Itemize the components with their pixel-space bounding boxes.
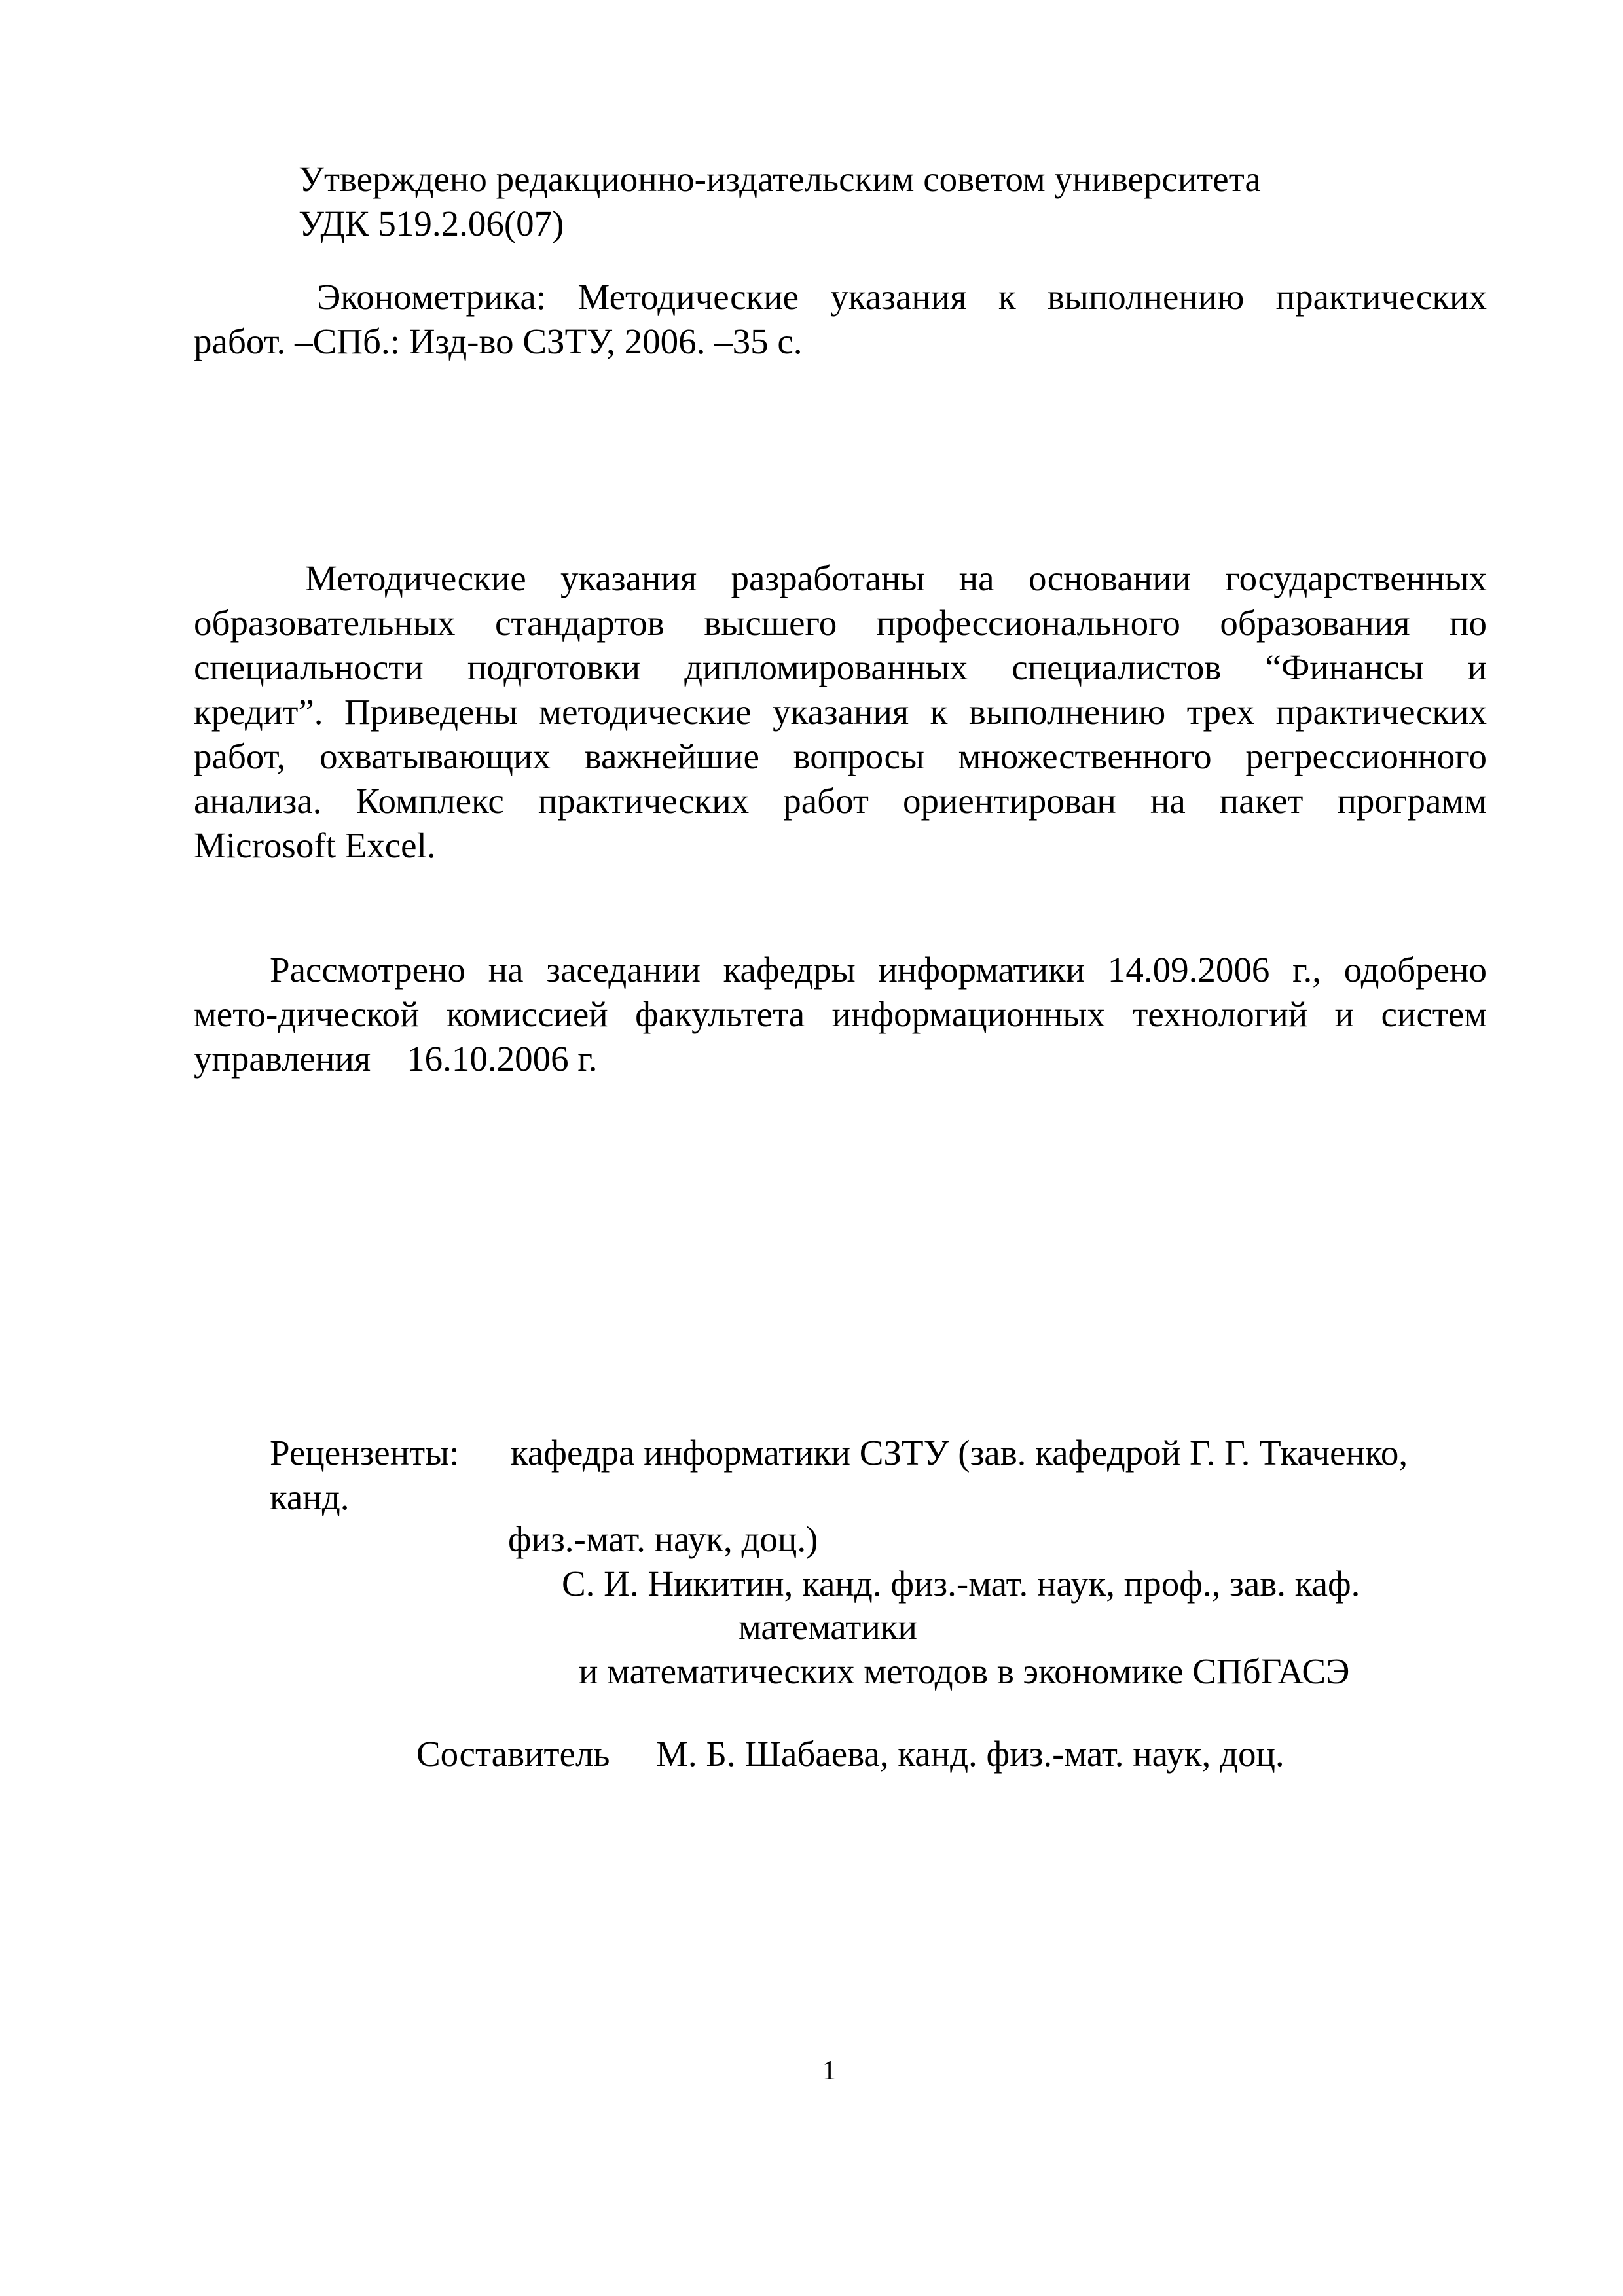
reviewer-line: С. И. Никитин, канд. физ.-мат. наук, проф., зав. каф. [562,1564,1360,1604]
abstract-line: работ, охватывающих важнейшие вопросы множественного регрессионного [194,736,1487,776]
abstract-line: Microsoft Excel. [194,825,436,865]
abstract-line: специальности подготовки дипломированных специалистов “Финансы и [194,647,1487,687]
reviewers-label: Рецензенты: [270,1433,460,1473]
reviewer-line: канд. [270,1477,350,1517]
citation-line: Эконометрика: Методические указания к выполнению практических [317,277,1487,317]
abstract-block [194,556,1487,868]
udk-code: УДК 519.2.06(07) [299,204,564,243]
citation-block [194,275,1487,364]
compiler-name: М. Б. Шабаева, канд. физ.-мат. наук, доц. [656,1734,1285,1774]
abstract-line: образовательных стандартов высшего профессионального образования по [194,603,1487,643]
review-line: управления 16.10.2006 г. [194,1039,598,1079]
reviewer-line: кафедра информатики СЗТУ (зав. кафедрой Г. Г. Ткаченко, [511,1433,1408,1473]
reviewer-line: математики [739,1607,917,1647]
review-block [194,948,1487,1081]
approval-statement: Утверждено редакционно-издательским советом университета [299,159,1261,199]
abstract-line: Методические указания разработаны на основании государственных [305,558,1487,598]
reviewer-line: физ.-мат. наук, доц.) [508,1519,818,1559]
abstract-line: анализа. Комплекс практических работ ориентирован на пакет программ [194,781,1487,821]
citation-line: работ. –СПб.: Изд-во СЗТУ, 2006. –35 с. [194,321,803,361]
reviewer-line: и математических методов в экономике СПбГАСЭ [579,1651,1350,1691]
review-line: мето-дической комиссией факультета информационных технологий и систем [194,994,1487,1034]
page-number: 1 [822,2056,836,2086]
abstract-line: кредит”. Приведены методические указания к выполнению трех практических [194,692,1487,732]
compiler-label: Составитель [416,1734,610,1774]
review-line: Рассмотрено на заседании кафедры информатики 14.09.2006 г., одобрено [270,950,1487,990]
